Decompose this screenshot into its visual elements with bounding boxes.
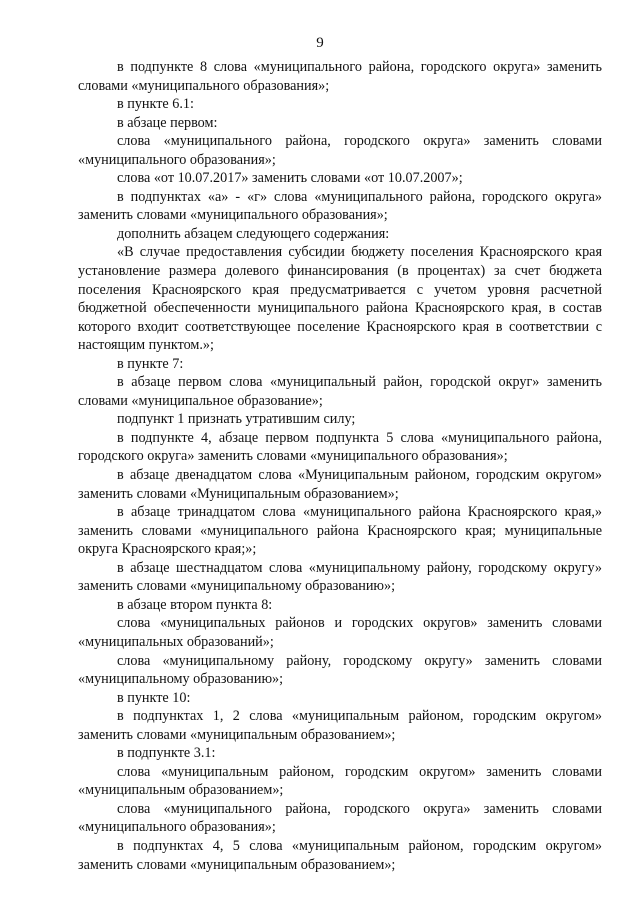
paragraph: дополнить абзацем следующего содержания: — [117, 225, 390, 242]
paragraph: слова «муниципальным районом, городским округом» заменить словами «муниципальным образованием»; — [78, 763, 602, 799]
paragraph: в подпунктах 1, 2 слова «муниципальным районом, городским округом» заменить словами «муниципальным образованием»; — [78, 708, 602, 743]
paragraph: в пункте 6.1: — [117, 96, 194, 113]
quoted-paragraph: «В случае предоставления субсидии бюджету поселения Красноярского края установление размера долевого финансирования (в процентах) за счет бюджета поселения Красноярского края предусматривается с учетом уровня расчетной бюджетной обеспеченности муниципального района Красноярского края, в состав которого входит соответствующее поселение Красноярского края в соответствии с настоящим пунктом.»; — [78, 244, 602, 354]
paragraph: в пункте 7: — [117, 355, 184, 372]
paragraph: в подпункте 8 слова «муниципального района, городского округа» заменить словами «муниципального образования»; — [78, 59, 602, 94]
paragraph: в подпункте 3.1: — [117, 745, 216, 762]
paragraph: в подпунктах 4, 5 слова «муниципальным районом, городским округом» заменить словами «муниципальным образованием»; — [78, 837, 602, 873]
paragraph: в подпунктах «а» - «г» слова «муниципального района, городского округа» заменить словами «муниципального образования»; — [78, 188, 602, 224]
paragraph: в абзаце двенадцатом слова «Муниципальным районом, городским округом» заменить словами «Муниципальным образованием»; — [78, 467, 602, 502]
paragraph: слова «муниципального района, городского округа» заменить словами «муниципального образования»; — [78, 800, 602, 836]
paragraph: в подпункте 4, абзаце первом подпункта 5 слова «муниципального района, городского округа» заменить словами «муниципального образования»; — [78, 429, 602, 465]
paragraph: слова «муниципального района, городского округа» заменить словами «муниципального образования»; — [78, 133, 602, 168]
document-body — [78, 58, 602, 874]
paragraph: в абзаце втором пункта 8: — [117, 596, 273, 613]
paragraph: слова «муниципальному району, городскому округу» заменить словами «муниципальному образованию»; — [78, 652, 602, 688]
page-number: 9 — [316, 35, 324, 51]
paragraph: в пункте 10: — [117, 689, 191, 706]
paragraph: в абзаце первом: — [117, 114, 218, 131]
paragraph: в абзаце тринадцатом слова «муниципального района Красноярского края,» заменить словами «муниципального района Красноярского края; муниципальные округа Красноярского края;»; — [78, 504, 602, 558]
paragraph: слова «от 10.07.2017» заменить словами «от 10.07.2007»; — [117, 170, 463, 187]
paragraph: в абзаце шестнадцатом слова «муниципальному району, городскому округу» заменить словами «муниципальному образованию»; — [78, 559, 602, 595]
paragraph: в абзаце первом слова «муниципальный район, городской округ» заменить словами «муниципальное образование»; — [78, 374, 602, 409]
paragraph: подпункт 1 признать утратившим силу; — [117, 411, 356, 428]
paragraph: слова «муниципальных районов и городских округов» заменить словами «муниципальных образований»; — [78, 615, 602, 650]
